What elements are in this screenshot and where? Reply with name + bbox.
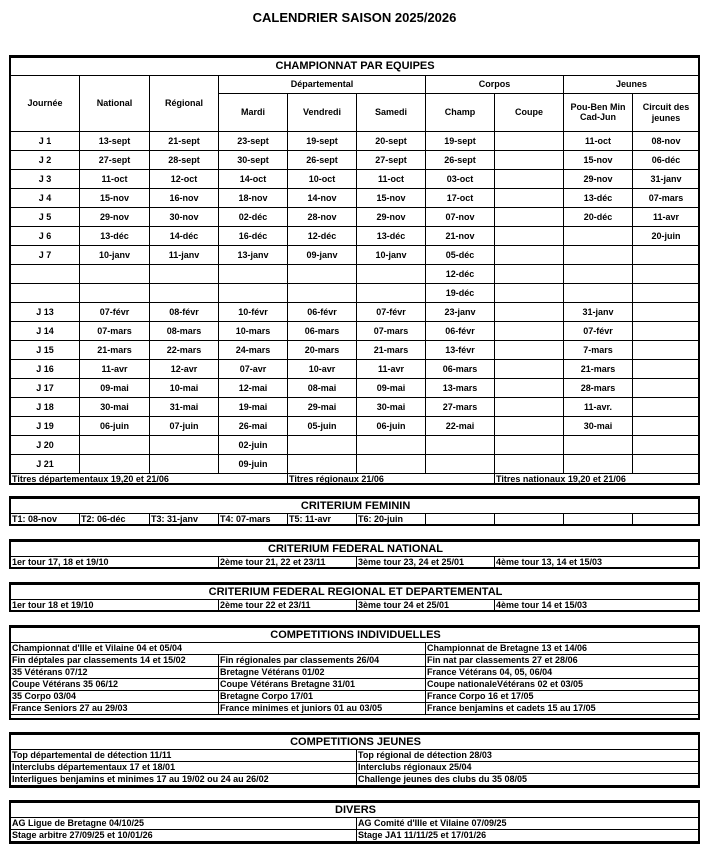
- championnat-cell: 10-janv: [357, 246, 426, 265]
- individuelles-row: [11, 667, 700, 679]
- championnat-cell: 11-avr.: [564, 398, 633, 417]
- championnat-cell: J 18: [11, 398, 80, 417]
- header-national: National: [80, 76, 150, 132]
- championnat-cell: [80, 265, 150, 284]
- championnat-cell: 14-nov: [288, 189, 357, 208]
- championnat-row: [11, 360, 700, 379]
- championnat-cell: J 16: [11, 360, 80, 379]
- championnat-cell: [495, 189, 564, 208]
- championnat-cell: 11-avr: [633, 208, 700, 227]
- championnat-cell: 20-mars: [288, 341, 357, 360]
- header-corpos: Corpos: [426, 76, 564, 94]
- individuelles-cell: Fin déptales par classements 14 et 15/02: [11, 655, 219, 667]
- jeunes-cell: Top départemental de détection 11/11: [11, 750, 357, 762]
- championnat-cell: 27-sept: [357, 151, 426, 170]
- divers-cell: Stage arbitre 27/09/25 et 10/01/26: [11, 830, 357, 842]
- jeunes-title: COMPETITIONS JEUNES: [11, 735, 700, 750]
- championnat-cell: 09-mai: [80, 379, 150, 398]
- championnat-cell: 02-juin: [219, 436, 288, 455]
- championnat-cell: [80, 284, 150, 303]
- championnat-row: [11, 303, 700, 322]
- championnat-cell: 19-déc: [426, 284, 495, 303]
- criterium-feminin-title: CRITERIUM FEMININ: [11, 499, 700, 514]
- championnat-cell: 06-juin: [357, 417, 426, 436]
- championnat-cell: 20-déc: [564, 208, 633, 227]
- criterium-feminin-table: [10, 498, 700, 525]
- feminin-t1: T1: 08-nov: [11, 514, 80, 525]
- header-vendredi: Vendredi: [288, 94, 357, 132]
- championnat-cell: 13-déc: [357, 227, 426, 246]
- championnat-cell: 20-juin: [633, 227, 700, 246]
- individuelles-cell: France benjamins et cadets 15 au 17/05: [426, 703, 700, 715]
- feminin-t4: T4: 07-mars: [219, 514, 288, 525]
- championnat-cell: [633, 303, 700, 322]
- championnat-cell: 21-mars: [80, 341, 150, 360]
- championnat-cell: 10-mai: [150, 379, 219, 398]
- championnat-cell: 21-mars: [357, 341, 426, 360]
- championnat-cell: 15-nov: [357, 189, 426, 208]
- individuelles-cell: Bretagne Corpo 17/01: [219, 691, 426, 703]
- championnat-cell: 31-janv: [633, 170, 700, 189]
- championnat-cell: 13-déc: [564, 189, 633, 208]
- individuelles-cell: 35 Vétérans 07/12: [11, 667, 219, 679]
- header-circuit: Circuit des jeunes: [633, 94, 700, 132]
- divers-rows: [11, 818, 700, 842]
- championnat-cell: J 20: [11, 436, 80, 455]
- header-jeunes: Jeunes: [564, 76, 700, 94]
- jeunes-row: [11, 762, 700, 774]
- championnat-cell: [564, 227, 633, 246]
- championnat-cell: 19-sept: [426, 132, 495, 151]
- championnat-cell: [11, 265, 80, 284]
- championnat-cell: 26-sept: [288, 151, 357, 170]
- championnat-cell: 10-mars: [219, 322, 288, 341]
- championnat-cell: 29-nov: [357, 208, 426, 227]
- championnat-cell: [495, 322, 564, 341]
- championnat-cell: 24-mars: [219, 341, 288, 360]
- header-coupe: Coupe: [495, 94, 564, 132]
- championnat-cell: [495, 436, 564, 455]
- championnat-cell: 16-déc: [219, 227, 288, 246]
- championnat-title: CHAMPIONNAT PAR EQUIPES: [11, 58, 700, 76]
- championnat-cell: 16-nov: [150, 189, 219, 208]
- championnat-cell: [633, 398, 700, 417]
- titres-regionaux: Titres régionaux 21/06: [288, 474, 495, 485]
- page-title: CALENDRIER SAISON 2025/2026: [252, 10, 457, 25]
- header-pouben: Pou-Ben Min Cad-Jun: [564, 94, 633, 132]
- championnat-cell: [495, 265, 564, 284]
- championnat-cell: [357, 284, 426, 303]
- header-mardi: Mardi: [219, 94, 288, 132]
- header-journee: Journée: [11, 76, 80, 132]
- championnat-cell: 12-déc: [288, 227, 357, 246]
- divers-table: [10, 802, 700, 842]
- championnat-bretagne: Championnat de Bretagne 13 et 14/06: [426, 643, 700, 655]
- championnat-cell: [426, 436, 495, 455]
- championnat-cell: [495, 455, 564, 474]
- championnat-cell: 30-sept: [219, 151, 288, 170]
- championnat-cell: [495, 360, 564, 379]
- championnat-cell: [564, 284, 633, 303]
- individuelles-row: [11, 655, 700, 667]
- championnat-cell: 11-avr: [80, 360, 150, 379]
- individuelles-cell: Fin régionales par classements 26/04: [219, 655, 426, 667]
- individuelles-rows: [11, 655, 700, 715]
- individuelles-cell: France minimes et juniors 01 au 03/05: [219, 703, 426, 715]
- championnat-cell: J 5: [11, 208, 80, 227]
- championnat-cell: 21-sept: [150, 132, 219, 151]
- championnat-row: [11, 341, 700, 360]
- championnat-cell: 12-oct: [150, 170, 219, 189]
- championnat-row: [11, 189, 700, 208]
- jeunes-cell: Challenge jeunes des clubs du 35 08/05: [357, 774, 700, 786]
- regional-tour-3: 3ème tour 24 et 25/01: [357, 600, 495, 611]
- championnat-cell: [80, 436, 150, 455]
- titres-nationaux: Titres nationaux 19,20 et 21/06: [495, 474, 700, 485]
- titres-departementaux: Titres départementaux 19,20 et 21/06: [11, 474, 288, 485]
- criterium-regional-title: CRITERIUM FEDERAL REGIONAL ET DEPARTEMENTAL: [11, 585, 700, 600]
- championnat-cell: 14-oct: [219, 170, 288, 189]
- championnat-cell: 19-mai: [219, 398, 288, 417]
- championnat-cell: 06-déc: [633, 151, 700, 170]
- individuelles-cell: 35 Corpo 03/04: [11, 691, 219, 703]
- championnat-cell: 06-mars: [426, 360, 495, 379]
- championnat-row: [11, 436, 700, 455]
- championnat-row: [11, 227, 700, 246]
- championnat-row: [11, 265, 700, 284]
- championnat-cell: 15-nov: [564, 151, 633, 170]
- championnat-row: [11, 208, 700, 227]
- header-departemental: Départemental: [219, 76, 426, 94]
- championnat-cell: J 3: [11, 170, 80, 189]
- championnat-cell: J 17: [11, 379, 80, 398]
- championnat-cell: 08-mars: [150, 322, 219, 341]
- championnat-cell: 30-mai: [80, 398, 150, 417]
- championnat-cell: J 1: [11, 132, 80, 151]
- championnat-cell: 06-févr: [288, 303, 357, 322]
- header-champ: Champ: [426, 94, 495, 132]
- criterium-national-title: CRITERIUM FEDERAL NATIONAL: [11, 542, 700, 557]
- championnat-cell: [495, 227, 564, 246]
- championnat-cell: [633, 455, 700, 474]
- championnat-row: [11, 322, 700, 341]
- championnat-cell: [495, 170, 564, 189]
- championnat-row: [11, 379, 700, 398]
- championnat-row: [11, 455, 700, 474]
- championnat-cell: 11-oct: [357, 170, 426, 189]
- championnat-cell: [495, 151, 564, 170]
- header-regional: Régional: [150, 76, 219, 132]
- national-tour-3: 3ème tour 23, 24 et 25/01: [357, 557, 495, 568]
- regional-tour-2: 2ème tour 22 et 23/11: [219, 600, 357, 611]
- championnat-cell: [633, 322, 700, 341]
- championnat-cell: 13-sept: [80, 132, 150, 151]
- championnat-cell: [150, 284, 219, 303]
- championnat-cell: [219, 265, 288, 284]
- championnat-cell: 22-mars: [150, 341, 219, 360]
- championnat-cell: 17-oct: [426, 189, 495, 208]
- championnat-cell: J 21: [11, 455, 80, 474]
- championnat-cell: 30-mai: [357, 398, 426, 417]
- championnat-cell: [288, 436, 357, 455]
- championnat-cell: [495, 417, 564, 436]
- jeunes-cell: Interclubs régionaux 25/04: [357, 762, 700, 774]
- championnat-cell: 13-mars: [426, 379, 495, 398]
- individuelles-cell: France Vétérans 04, 05, 06/04: [426, 667, 700, 679]
- championnat-cell: [288, 284, 357, 303]
- championnat-cell: J 4: [11, 189, 80, 208]
- championnat-row: [11, 417, 700, 436]
- individuelles-table: [10, 627, 700, 715]
- championnat-cell: 11-avr: [357, 360, 426, 379]
- championnat-cell: [357, 265, 426, 284]
- championnat-cell: [633, 246, 700, 265]
- header-samedi: Samedi: [357, 94, 426, 132]
- championnat-cell: 11-oct: [80, 170, 150, 189]
- championnat-cell: J 19: [11, 417, 80, 436]
- championnat-cell: 08-févr: [150, 303, 219, 322]
- championnat-cell: 07-févr: [80, 303, 150, 322]
- championnat-cell: [219, 284, 288, 303]
- feminin-t2: T2: 06-déc: [80, 514, 150, 525]
- championnat-cell: 13-févr: [426, 341, 495, 360]
- championnat-rows: [11, 132, 700, 474]
- divers-cell: AG Comité d'Ille et Vilaine 07/09/25: [357, 818, 700, 830]
- championnat-cell: 08-nov: [633, 132, 700, 151]
- championnat-cell: 30-nov: [150, 208, 219, 227]
- championnat-cell: 06-févr: [426, 322, 495, 341]
- championnat-cell: 09-mai: [357, 379, 426, 398]
- championnat-cell: 05-juin: [288, 417, 357, 436]
- criterium-regional-table: [10, 584, 700, 611]
- championnat-cell: 23-sept: [219, 132, 288, 151]
- championnat-cell: J 13: [11, 303, 80, 322]
- jeunes-rows: [11, 750, 700, 786]
- championnat-cell: 12-avr: [150, 360, 219, 379]
- national-tour-1: 1er tour 17, 18 et 19/10: [11, 557, 219, 568]
- individuelles-cell: Bretagne Vétérans 01/02: [219, 667, 426, 679]
- championnat-cell: [426, 455, 495, 474]
- championnat-cell: 30-mai: [564, 417, 633, 436]
- divers-cell: Stage JA1 11/11/25 et 17/01/26: [357, 830, 700, 842]
- championnat-cell: [495, 398, 564, 417]
- championnat-row: [11, 151, 700, 170]
- jeunes-cell: Top régional de détection 28/03: [357, 750, 700, 762]
- championnat-cell: [495, 284, 564, 303]
- championnat-cell: 13-janv: [219, 246, 288, 265]
- championnat-cell: 23-janv: [426, 303, 495, 322]
- championnat-cell: J 15: [11, 341, 80, 360]
- championnat-cell: [495, 379, 564, 398]
- championnat-cell: [564, 265, 633, 284]
- championnat-cell: 27-mars: [426, 398, 495, 417]
- championnat-cell: [150, 455, 219, 474]
- championnat-cell: [288, 455, 357, 474]
- divers-row: [11, 830, 700, 842]
- jeunes-cell: Interligues benjamins et minimes 17 au 19/02 ou 24 au 26/02: [11, 774, 357, 786]
- championnat-cell: 26-sept: [426, 151, 495, 170]
- championnat-cell: [357, 455, 426, 474]
- championnat-cell: 07-mars: [357, 322, 426, 341]
- championnat-cell: [633, 379, 700, 398]
- championnat-cell: 28-nov: [288, 208, 357, 227]
- individuelles-cell: Coupe Vétérans 35 06/12: [11, 679, 219, 691]
- championnat-cell: 07-avr: [219, 360, 288, 379]
- championnat-cell: 29-nov: [80, 208, 150, 227]
- divers-row: [11, 818, 700, 830]
- individuelles-row: [11, 703, 700, 715]
- championnat-cell: [80, 455, 150, 474]
- feminin-t6: T6: 20-juin: [357, 514, 426, 525]
- national-tour-4: 4ème tour 13, 14 et 15/03: [495, 557, 700, 568]
- championnat-cell: 21-nov: [426, 227, 495, 246]
- championnat-cell: 03-oct: [426, 170, 495, 189]
- championnat-cell: 07-mars: [633, 189, 700, 208]
- feminin-t3: T3: 31-janv: [150, 514, 219, 525]
- championnat-cell: 31-janv: [564, 303, 633, 322]
- championnat-cell: [495, 246, 564, 265]
- championnat-cell: 10-avr: [288, 360, 357, 379]
- championnat-cell: 29-nov: [564, 170, 633, 189]
- championnat-cell: 06-mars: [288, 322, 357, 341]
- championnat-cell: [633, 436, 700, 455]
- championnat-cell: 14-déc: [150, 227, 219, 246]
- championnat-cell: [357, 436, 426, 455]
- championnat-cell: [288, 265, 357, 284]
- jeunes-row: [11, 774, 700, 786]
- championnat-cell: [495, 341, 564, 360]
- championnat-ille-vilaine: Championnat d'Ille et Vilaine 04 et 05/04: [11, 643, 426, 655]
- championnat-cell: 22-mai: [426, 417, 495, 436]
- regional-tour-1: 1er tour 18 et 19/10: [11, 600, 219, 611]
- championnat-cell: 07-mars: [80, 322, 150, 341]
- championnat-cell: 18-nov: [219, 189, 288, 208]
- championnat-cell: [564, 246, 633, 265]
- national-tour-2: 2ème tour 21, 22 et 23/11: [219, 557, 357, 568]
- regional-tour-4: 4ème tour 14 et 15/03: [495, 600, 700, 611]
- feminin-t5: T5: 11-avr: [288, 514, 357, 525]
- divers-title: DIVERS: [11, 803, 700, 818]
- championnat-cell: [633, 360, 700, 379]
- championnat-cell: 28-mars: [564, 379, 633, 398]
- championnat-cell: [633, 341, 700, 360]
- championnat-cell: J 14: [11, 322, 80, 341]
- championnat-cell: [11, 284, 80, 303]
- championnat-row: [11, 132, 700, 151]
- championnat-cell: 29-mai: [288, 398, 357, 417]
- championnat-cell: 10-févr: [219, 303, 288, 322]
- championnat-cell: J 7: [11, 246, 80, 265]
- championnat-cell: 12-mai: [219, 379, 288, 398]
- individuelles-cell: Fin nat par classements 27 et 28/06: [426, 655, 700, 667]
- championnat-cell: J 2: [11, 151, 80, 170]
- individuelles-cell: France Corpo 16 et 17/05: [426, 691, 700, 703]
- championnat-row: [11, 284, 700, 303]
- championnat-cell: 11-janv: [150, 246, 219, 265]
- championnat-table: [10, 57, 700, 485]
- championnat-cell: 12-déc: [426, 265, 495, 284]
- championnat-cell: [564, 455, 633, 474]
- individuelles-cell: France Seniors 27 au 29/03: [11, 703, 219, 715]
- championnat-cell: 07-févr: [357, 303, 426, 322]
- championnat-cell: [150, 436, 219, 455]
- championnat-cell: 28-sept: [150, 151, 219, 170]
- jeunes-table: [10, 734, 700, 786]
- championnat-cell: 13-déc: [80, 227, 150, 246]
- championnat-cell: 09-juin: [219, 455, 288, 474]
- championnat-cell: 31-mai: [150, 398, 219, 417]
- championnat-cell: 20-sept: [357, 132, 426, 151]
- championnat-cell: 21-mars: [564, 360, 633, 379]
- championnat-cell: 19-sept: [288, 132, 357, 151]
- championnat-cell: J 6: [11, 227, 80, 246]
- individuelles-row: [11, 691, 700, 703]
- championnat-cell: 7-mars: [564, 341, 633, 360]
- championnat-cell: 08-mai: [288, 379, 357, 398]
- individuelles-cell: Coupe Vétérans Bretagne 31/01: [219, 679, 426, 691]
- individuelles-cell: Coupe nationaleVétérans 02 et 03/05: [426, 679, 700, 691]
- championnat-cell: [150, 265, 219, 284]
- championnat-cell: 06-juin: [80, 417, 150, 436]
- championnat-cell: 09-janv: [288, 246, 357, 265]
- championnat-cell: 27-sept: [80, 151, 150, 170]
- championnat-cell: [495, 303, 564, 322]
- championnat-row: [11, 170, 700, 189]
- championnat-cell: 07-juin: [150, 417, 219, 436]
- championnat-cell: [495, 208, 564, 227]
- jeunes-cell: Interclubs départementaux 17 et 18/01: [11, 762, 357, 774]
- championnat-cell: [633, 417, 700, 436]
- championnat-cell: [564, 436, 633, 455]
- championnat-cell: 02-déc: [219, 208, 288, 227]
- championnat-cell: 26-mai: [219, 417, 288, 436]
- championnat-cell: 15-nov: [80, 189, 150, 208]
- divers-cell: AG Ligue de Bretagne 04/10/25: [11, 818, 357, 830]
- championnat-cell: 07-nov: [426, 208, 495, 227]
- championnat-cell: 10-janv: [80, 246, 150, 265]
- jeunes-row: [11, 750, 700, 762]
- championnat-row: [11, 246, 700, 265]
- individuelles-row: [11, 679, 700, 691]
- championnat-row: [11, 398, 700, 417]
- championnat-cell: 05-déc: [426, 246, 495, 265]
- criterium-national-table: [10, 541, 700, 568]
- championnat-cell: [495, 132, 564, 151]
- championnat-cell: 11-oct: [564, 132, 633, 151]
- championnat-cell: [633, 284, 700, 303]
- championnat-cell: [633, 265, 700, 284]
- championnat-cell: 07-févr: [564, 322, 633, 341]
- championnat-cell: 10-oct: [288, 170, 357, 189]
- individuelles-title: COMPETITIONS INDIVIDUELLES: [11, 628, 700, 643]
